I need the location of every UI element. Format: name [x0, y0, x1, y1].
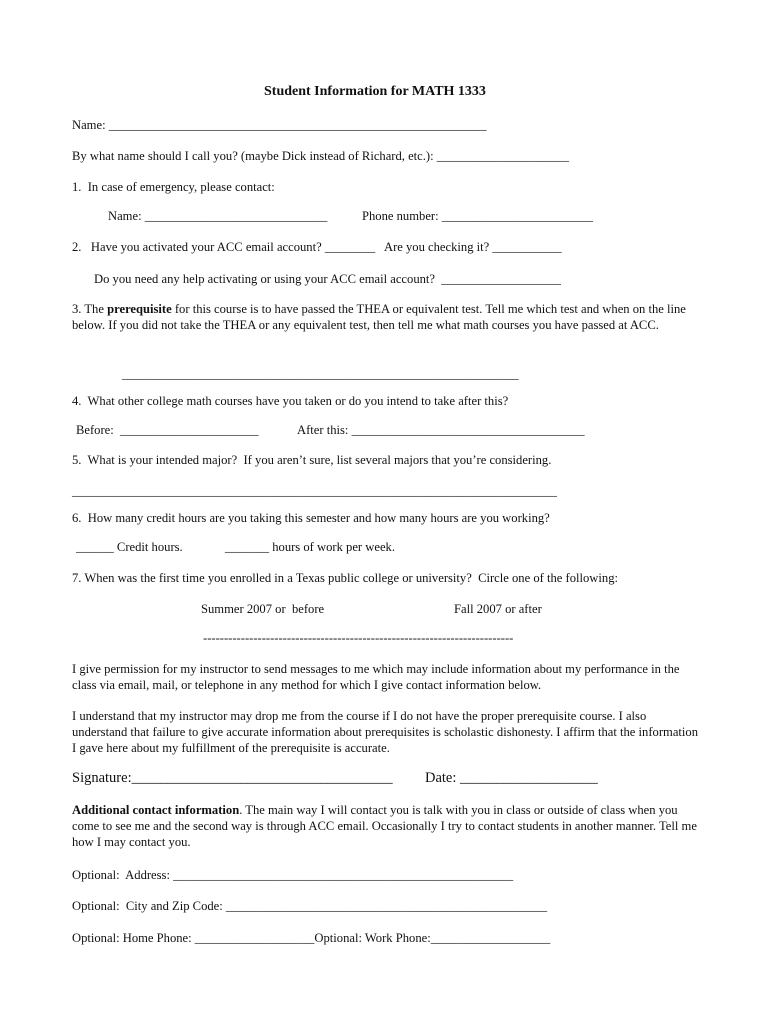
- work-hours-field: _______ hours of work per week.: [225, 540, 395, 554]
- question-3-rest: for this course is to have passed the THEA or equivalent test. Tell me which test and when on the line below. If you did not take the THEA or any equivalent test, then tell me what math courses you have passed at ACC.: [72, 302, 686, 332]
- question-2-text: 2. Have you activated your ACC email account? ________ Are you checking it? ___________: [72, 240, 562, 254]
- date-field: Date: ___________________: [425, 770, 598, 786]
- dashed-divider: --------------------------------------------------------------------------: [203, 631, 514, 645]
- additional-contact-paragraph: [72, 802, 704, 850]
- question-3-answer-line: _______________________________________________________________: [122, 367, 519, 381]
- after-field: After this: _____________________________________: [297, 423, 585, 437]
- name-field: Name: ____________________________________________________________: [72, 118, 487, 132]
- credit-hours-field: ______ Credit hours.: [76, 540, 183, 554]
- understanding-paragraph: I understand that my instructor may drop me from the course if I do not have the proper prerequisite course. I also understand that failure to give accurate information about prerequisites is scholastic dishonesty. I affirm that the information I gave here about my fulfillment of the prerequisite is accurate.: [72, 709, 699, 755]
- question-5-text: 5. What is your intended major? If you aren’t sure, list several majors that you’re considering.: [72, 453, 552, 467]
- nickname-field: By what name should I call you? (maybe Dick instead of Richard, etc.): _____________________: [72, 149, 569, 163]
- optional-phone-fields: Optional: Home Phone: ___________________Optional: Work Phone:___________________: [72, 931, 551, 945]
- emergency-phone-field: Phone number: ________________________: [362, 209, 593, 223]
- page-title: Student Information for MATH 1333: [264, 84, 486, 99]
- permission-paragraph: I give permission for my instructor to send messages to me which may include information about my performance in the class via email, mail, or telephone in any method for which I give contact information below.: [72, 662, 680, 692]
- additional-contact-text: . The main way I will contact you is talk with you in class or outside of class when you come to see me and the second way is through ACC email. Occasionally I try to contact students in another manner. Tell me how I may contact you.: [72, 803, 697, 849]
- question-3-paragraph: [72, 301, 702, 333]
- enrollment-option-fall: Fall 2007 or after: [454, 602, 542, 616]
- question-6-text: 6. How many credit hours are you taking this semester and how many hours are you working?: [72, 511, 550, 525]
- enrollment-option-summer: Summer 2007 or before: [201, 602, 325, 616]
- question-7-text: 7. When was the first time you enrolled in a Texas public college or university? Circle one of the following:: [72, 571, 618, 585]
- optional-address-field: Optional: Address: ______________________________________________________: [72, 868, 514, 882]
- question-1-text: 1. In case of emergency, please contact:: [72, 180, 275, 194]
- question-4-text: 4. What other college math courses have you taken or do you intend to take after this?: [72, 394, 509, 408]
- emergency-name-field: Name: _____________________________: [108, 209, 328, 223]
- question-5-answer-line: _____________________________________________________________________________: [72, 484, 557, 498]
- before-field: Before: ______________________: [76, 423, 259, 437]
- additional-contact-heading: Additional contact information: [72, 803, 240, 817]
- question-2-help: Do you need any help activating or using your ACC email account? ___________________: [94, 272, 561, 286]
- prerequisite-bold: prerequisite: [107, 302, 172, 316]
- signature-field: Signature:____________________________________: [72, 770, 393, 786]
- question-3-lead: 3. The: [72, 302, 108, 316]
- optional-city-zip-field: Optional: City and Zip Code: ___________________________________________________: [72, 899, 548, 913]
